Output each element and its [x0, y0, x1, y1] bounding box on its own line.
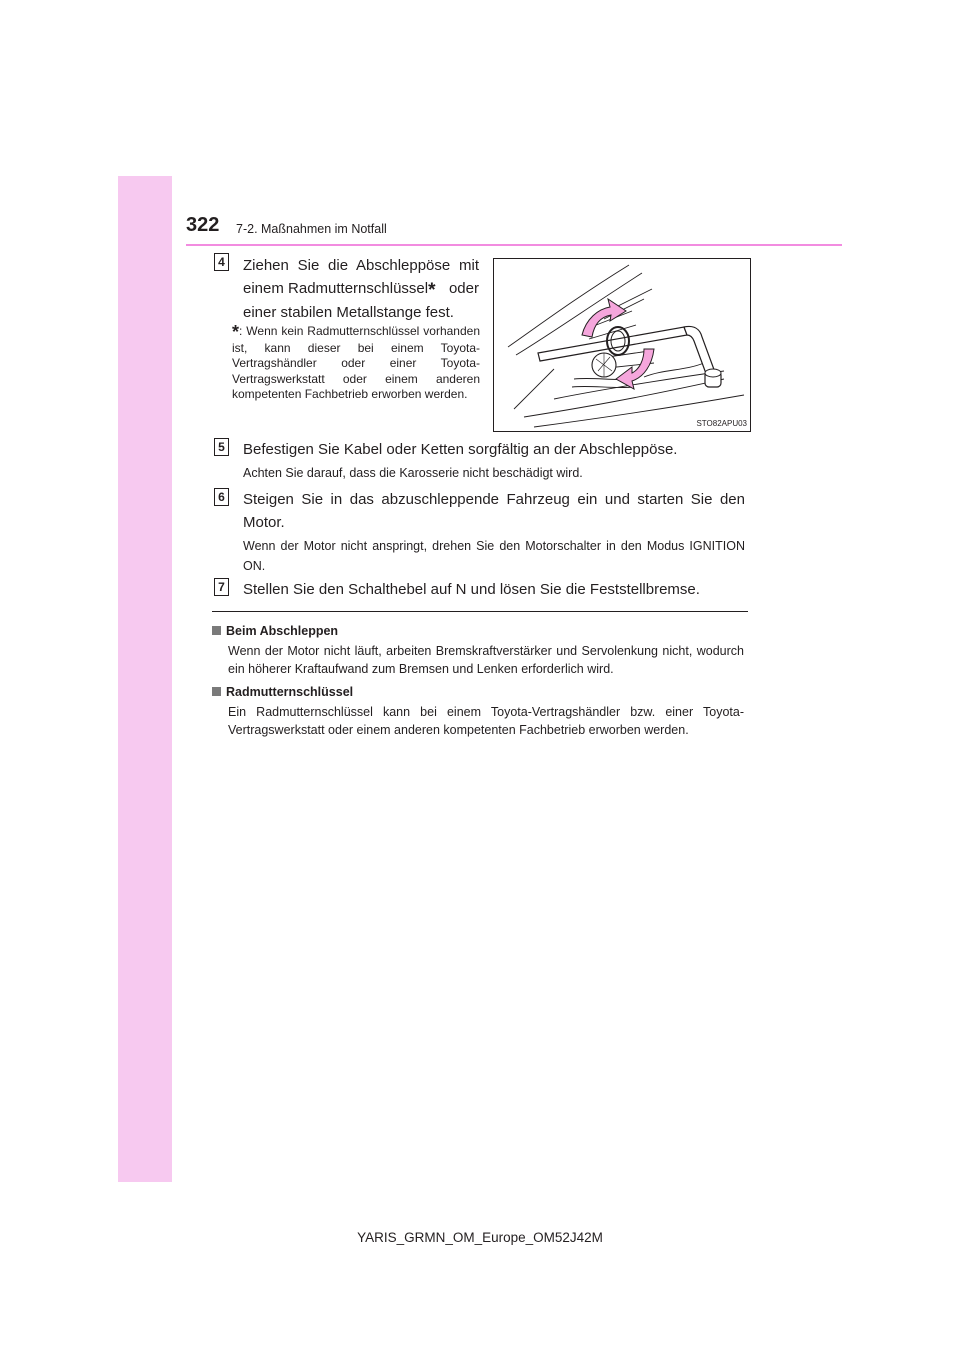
section-separator — [212, 611, 748, 612]
info-heading-wrench: Radmutternschlüssel — [212, 685, 353, 699]
step-7-badge: 7 — [214, 578, 229, 596]
wrench-tightening-tow-eye-drawing — [494, 259, 750, 431]
chapter-title: 7-2. Maßnahmen im Notfall — [236, 222, 387, 236]
square-bullet-icon — [212, 626, 221, 635]
step-6-badge: 6 — [214, 488, 229, 506]
step-6-note: Wenn der Motor nicht anspringt, drehen Sie den Motorschalter in den Modus IGNITION ON. — [243, 539, 745, 573]
figure-code: STO82APU03 — [696, 419, 747, 428]
tow-eye-illustration — [493, 258, 751, 432]
footnote: *: Wenn kein Radmutternschlüssel vorhanden ist, kann dieser bei einem Toyota-Vertragshändler oder einer Toyota-Vertragswerkstatt oder einem anderen kompetenten Fachbetrieb erworben werden. — [232, 322, 480, 401]
pink-sidebar — [118, 176, 172, 1182]
info-body-wrench: Ein Radmutternschlüssel kann bei einem Toyota-Vertragshändler bzw. einer Toyota-Vertragswerkstatt oder einem anderen kompetenten Fachbetrieb erworben werden. — [228, 705, 744, 737]
step-5-note: Achten Sie darauf, dass die Karosserie nicht beschädigt wird. — [243, 466, 583, 480]
step-5-text: Befestigen Sie Kabel oder Ketten sorgfältig an der Abschleppöse. — [243, 441, 678, 458]
step-7-text: Stellen Sie den Schalthebel auf N und lösen Sie die Feststellbremse. — [243, 581, 700, 598]
info-body-towing: Wenn der Motor nicht läuft, arbeiten Bremskraftverstärker und Servolenkung nicht, wodurch ein höherer Kraftaufwand zum Bremsen und Lenken erforderlich wird. — [228, 644, 744, 676]
document-footer: YARIS_GRMN_OM_Europe_OM52J42M — [357, 1230, 603, 1245]
step-6-text: Steigen Sie in das abzuschleppende Fahrzeug ein und starten Sie den Motor. — [243, 491, 745, 531]
step-5-badge: 5 — [214, 438, 229, 456]
step-4-badge: 4 — [214, 253, 229, 271]
info-heading-towing: Beim Abschleppen — [212, 624, 338, 638]
page-number: 322 — [186, 214, 220, 236]
header-rule — [186, 244, 842, 246]
step-4-text: Ziehen Sie die Abschleppöse mit einem Radmutternschlüssel* oder einer stabilen Metallstange fest. — [243, 257, 479, 321]
square-bullet-icon — [212, 687, 221, 696]
